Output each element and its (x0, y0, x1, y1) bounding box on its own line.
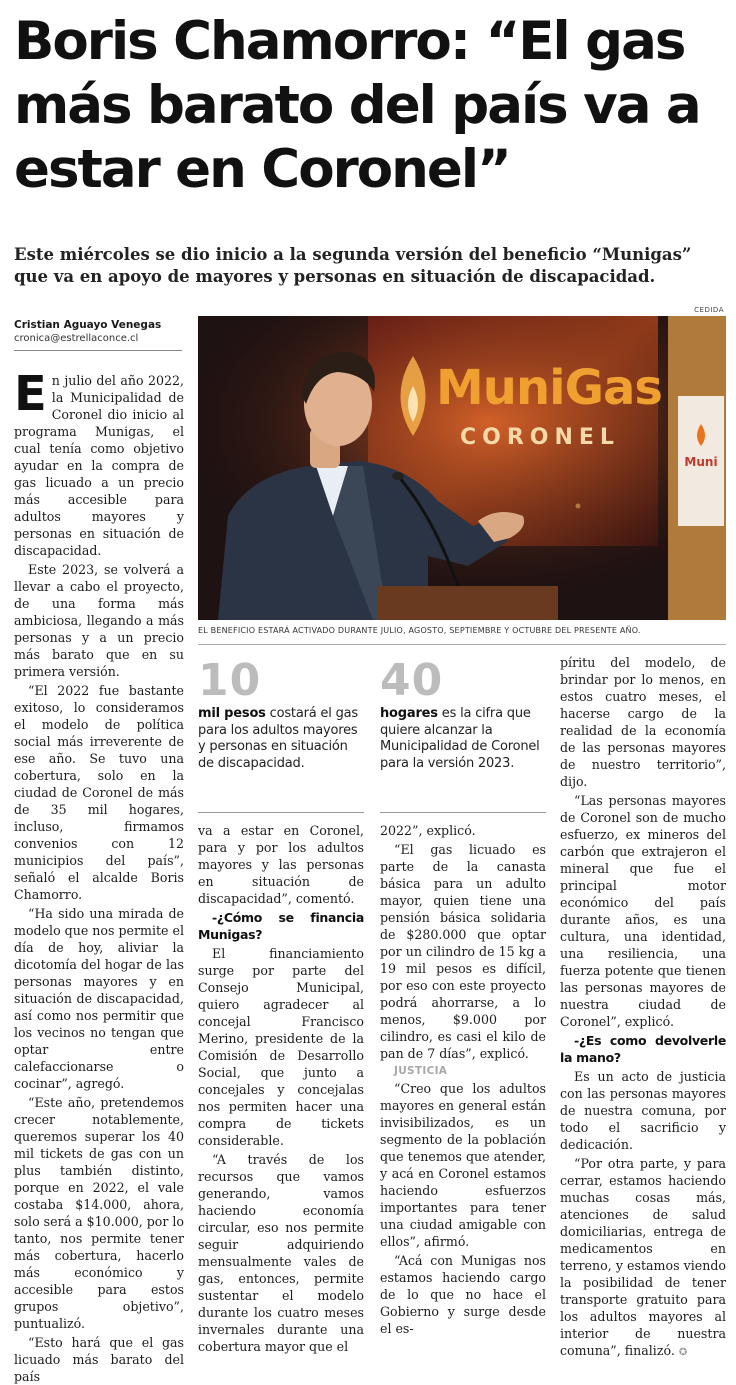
article-column-4 (560, 654, 726, 1358)
article-subhead: Este miércoles se dio inicio a la segunda versión del beneficio “Munigas” que va en apoyo de mayores y personas en situación de discapacidad. (14, 245, 692, 286)
paragraph: El financiamiento surge por parte del Consejo Municipal, quiero agradecer al concejal Francisco Merino, presidente de la Comisión de Desarrollo Social, que junto a concejales y concejalas nos permiten hacer una compra de tickets considerable. (198, 946, 364, 1148)
podium (378, 586, 558, 620)
stat-description: mil pesos costará el gas para los adultos mayores y personas en situación de discapacidad. (198, 706, 358, 771)
paragraph: “Ha sido una mirada de modelo que nos permite el día de hoy, aliviar la dicotomía del hogar de las personas mayores y en situación de discapacidad, así como nos permitir que los vecinos no tengan que optar entre calefaccionarse o cocinar”, agregó. (14, 906, 184, 1091)
section-subtitle: -¿Cómo se financia Munigas? (198, 910, 364, 942)
stat-description: hogares es la cifra que quiere alcanzar la Municipalidad de Coronel para la versión 2023. (380, 706, 540, 771)
paragraph: “Este año, pretendemos crecer notablemente, queremos superar los 40 mil tickets de gas con un plus también distinto, porque en 2022, el vale costaba $14.000, ahora, solo será a $10.000, por lo tanto, nos permite tener más cobertura, hacerlo más económico y accesible para estos grupos objetivo”, puntualizó. (14, 1095, 184, 1331)
stat-number: 10 (198, 655, 262, 706)
paragraph: Es un acto de justicia con las personas mayores de nuestra comuna, por todo el sacrificio y dedicación. (560, 1069, 726, 1152)
paragraph: “Esto hará que el gas licuado más barato del país (14, 1335, 184, 1384)
article-column-2 (198, 822, 364, 1354)
paragraph: “Las personas mayores de Coronel son de mucho esfuerzo, ex mineros del carbón que extrajeron el mineral que fue el principal motor económico del país durante años, es una cultura, una identidad, una resiliencia, una fuerza potente que tienen las personas mayores de nuestra ciudad de Coronel”, explicó. (560, 793, 726, 1029)
byline (14, 318, 184, 345)
stat-box-price (198, 656, 364, 772)
author-email: cronica@estrellaconce.cl (14, 333, 139, 344)
drop-cap: E (14, 366, 47, 422)
side-banner-text: Muni (684, 455, 718, 469)
stat-divider (380, 812, 546, 813)
author-name: Cristian Aguayo Venegas (14, 319, 162, 331)
paragraph: Este 2023, se volverá a llevar a cabo el proyecto, de una forma más ambiciosa, llegando a más personas y a un precio más barato que en su primera versión. (14, 562, 184, 679)
section-kicker: JUSTICIA (394, 1065, 448, 1077)
paragraph: píritu del modelo, de brindar por lo menos, en estos cuatro meses, el hacerse cargo de la realidad de la economía de las personas mayores de nuestro territorio”, dijo. (560, 655, 726, 789)
photo-illustration (198, 316, 726, 620)
paragraph: “Acá con Munigas nos estamos haciendo cargo de lo que no hace el Gobierno y surge desde el es- (380, 1253, 546, 1336)
article-column-1 (14, 366, 184, 1384)
article-column-3 (380, 822, 546, 1336)
end-mark-icon: ✪ (678, 1347, 688, 1358)
article-photo (198, 316, 726, 620)
munigas-sign: MuniGas (436, 360, 662, 416)
paragraph: “Creo que los adultos mayores en general están invisibilizados, es un segmento de la población que tenemos que atender, y acá en Coronel estamos haciendo esfuerzos importantes para tener una ciudad amigable con ellos”, afirmó. (380, 1081, 546, 1249)
coronel-sign: CORONEL (460, 425, 620, 450)
caption-divider (198, 644, 726, 645)
photo-caption: EL BENEFICIO ESTARÁ ACTIVADO DURANTE JULIO, AGOSTO, SEPTIEMBRE Y OCTUBRE DEL PRESENTE AÑO. (198, 626, 641, 635)
paragraph: “El gas licuado es parte de la canasta básica para un adulto mayor, quien tiene una pensión básica solidaria de $280.000 que optar por un cilindro de 15 kg a 19 mil pesos es difícil, por eso con este proyecto podrá ahorrarse, a lo menos, $9.000 por cilindro, es casi el kilo de pan de 7 días”, explicó. (380, 842, 546, 1061)
paragraph: “Por otra parte, y para cerrar, estamos haciendo muchas cosas más, atenciones de salud domiciliarias, entrega de medicamentos en terreno, y estamos viendo la posibilidad de tener transporte gratuito para los adultos mayores al interior de nuestra comuna”, finalizó. ✪ (560, 1156, 726, 1358)
article-headline: Boris Chamorro: “El gas más barato del país va a estar en Coronel” (14, 11, 700, 200)
paragraph: “El 2022 fue bastante exitoso, lo consideramos el modelo de política social más irreverente de ese año. Se tuvo una cobertura, solo en la ciudad de Coronel de más de 35 mil hogares, incluso, firmamos convenios con 12 municipios del país”, señaló el alcalde Boris Chamorro. (14, 683, 184, 902)
paragraph: 2022”, explicó. (380, 823, 476, 838)
photo-credit: CEDIDA (694, 306, 724, 314)
paragraph: “A través de los recursos que vamos generando, vamos haciendo economía circular, eso nos permite seguir adquiriendo mensualmente vales de gas, entonces, permite sustentar el modelo durante los cuatro meses invernales durante una cobertura mayor que el (198, 1152, 364, 1354)
stat-box-households (380, 656, 546, 772)
stat-number: 40 (380, 655, 444, 706)
paragraph: va a estar en Coronel, para y por los adultos mayores y las personas en situación de discapacidad”, comentó. (198, 823, 364, 906)
stat-divider (198, 812, 364, 813)
byline-divider (14, 350, 182, 351)
paragraph: En julio del año 2022, la Municipalidad de Coronel dio inicio al programa Munigas, el cual tenía como objetivo ayudar en la compra de gas licuado a un precio más accesible para adultos mayores y personas en situación de discapacidad. (14, 366, 184, 558)
section-subtitle: -¿Es como devolverle la mano? (560, 1033, 726, 1065)
